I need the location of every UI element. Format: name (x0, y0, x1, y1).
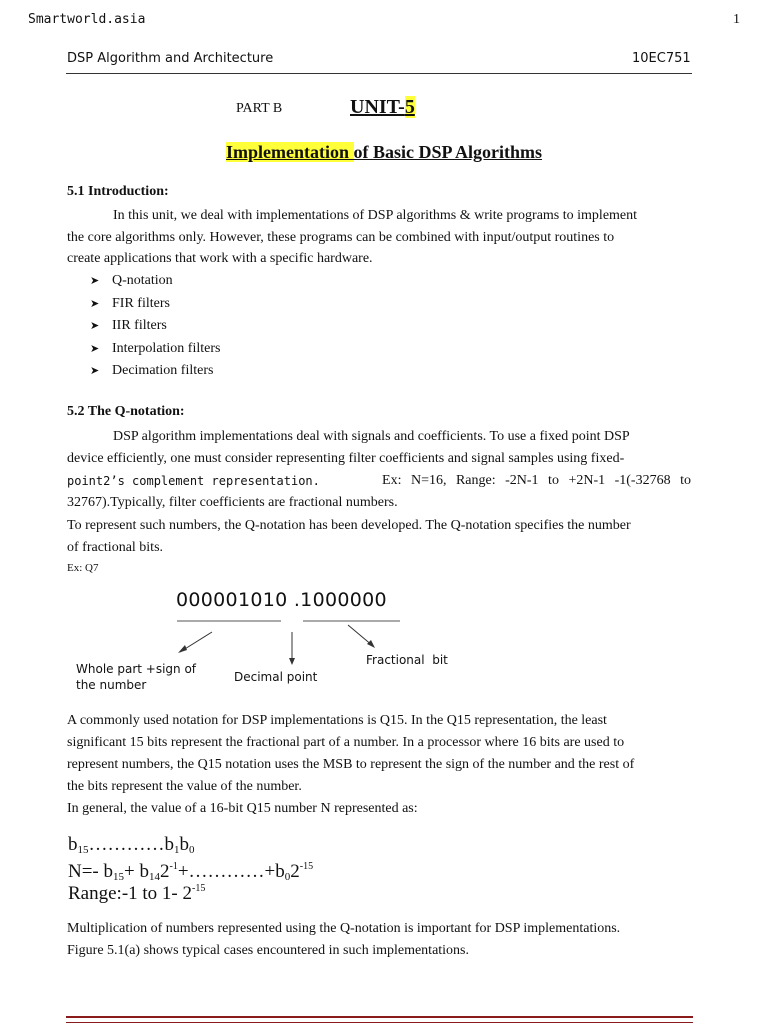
q15-line-4: the bits represent the value of the number. (67, 779, 302, 794)
intro-line-1: In this unit, we deal with implementations of DSP algorithms & write programs to implement (113, 208, 638, 223)
list-item: ➤ Q-notation (90, 270, 173, 292)
formula-range: Range:-1 to 1- $2^{-15}$ (68, 883, 206, 904)
chapter-title-rest: of Basic DSP Algorithms (353, 142, 543, 162)
footer-rule (66, 1016, 693, 1023)
arrow-bullet-icon: ➤ (90, 320, 100, 332)
fractional-bit-label: Fractional bit (366, 653, 448, 667)
part-label: PART B (236, 101, 283, 116)
intro-line-3: create applications that work with a specific hardware. (67, 251, 373, 266)
q-para-line-4: 32767).Typically, filter coefficients are fractional numbers. (67, 495, 398, 510)
list-item: ➤ Interpolation filters (90, 338, 220, 360)
multiplication-line-2: Figure 5.1(a) shows typical cases encountered in such implementations. (67, 943, 470, 958)
q15-line-2: significant 15 bits represent the fractional part of a number. In a processor where 16 bits are used to (67, 735, 625, 750)
list-item: ➤ Decimation filters (90, 360, 213, 382)
page-number: 1 (733, 12, 740, 27)
q7-bit-pattern: 000001010 .1000000 (176, 589, 387, 611)
section-heading-introduction: 5.1 Introduction: (67, 184, 169, 199)
arrow-bullet-icon: ➤ (90, 343, 100, 355)
example-label: Ex: Q7 (67, 562, 99, 574)
q-para2-line-2: of fractional bits. (67, 540, 164, 555)
arrow-bullet-icon: ➤ (90, 298, 100, 310)
decimal-point-label: Decimal point (234, 670, 318, 684)
q-para-line-1: DSP algorithm implementations deal with signals and coefficients. To use a fixed point DSP (113, 429, 630, 444)
q-para-line-3-mono: point2’s complement representation. (67, 474, 320, 488)
running-header-code: 10EC751 (632, 51, 691, 66)
formula-value: N=- $b_{15}+$ $b_{14}2^{-1}+\dots\dots\dots\dots+b_02^{-15}$ (68, 861, 314, 883)
list-item: ➤ IIR filters (90, 315, 167, 337)
whole-part-label: Whole part +sign of the number (76, 662, 197, 692)
list-item: ➤ FIR filters (90, 293, 170, 315)
intro-line-2: the core algorithms only. However, these programs can be combined with input/output routines to (67, 230, 615, 245)
formula-bits: $b_{15}\dots\dots\dots\dots b_1b_0$ (68, 834, 195, 856)
q-para-line-3-rest: Ex: N=16, Range: -2N-1 to +2N-1 -1(-32768 to (382, 473, 691, 488)
unit-number: 5 (404, 96, 415, 118)
chapter-title-highlight: Implementation (226, 142, 354, 162)
site-name: Smartworld.asia (28, 12, 146, 27)
arrow-bullet-icon: ➤ (90, 365, 100, 377)
q15-general: In general, the value of a 16-bit Q15 number N represented as: (67, 801, 418, 816)
q-para2-line-1: To represent such numbers, the Q-notation has been developed. The Q-notation specifies the number (67, 518, 631, 533)
q-para-line-2: device efficiently, one must consider representing filter coefficients and signal samples using fixed- (67, 451, 625, 466)
unit-prefix: UNIT- (350, 96, 405, 118)
arrow-bullet-icon: ➤ (90, 275, 100, 287)
multiplication-line-1: Multiplication of numbers represented using the Q-notation is important for DSP implementations. (67, 921, 621, 936)
section-heading-q-notation: 5.2 The Q-notation: (67, 404, 185, 419)
q15-line-3: represent numbers, the Q15 notation uses the MSB to represent the sign of the number and the rest of (67, 757, 635, 772)
q15-line-1: A commonly used notation for DSP implementations is Q15. In the Q15 representation, the least (67, 713, 607, 728)
running-header-title: DSP Algorithm and Architecture (67, 51, 274, 66)
